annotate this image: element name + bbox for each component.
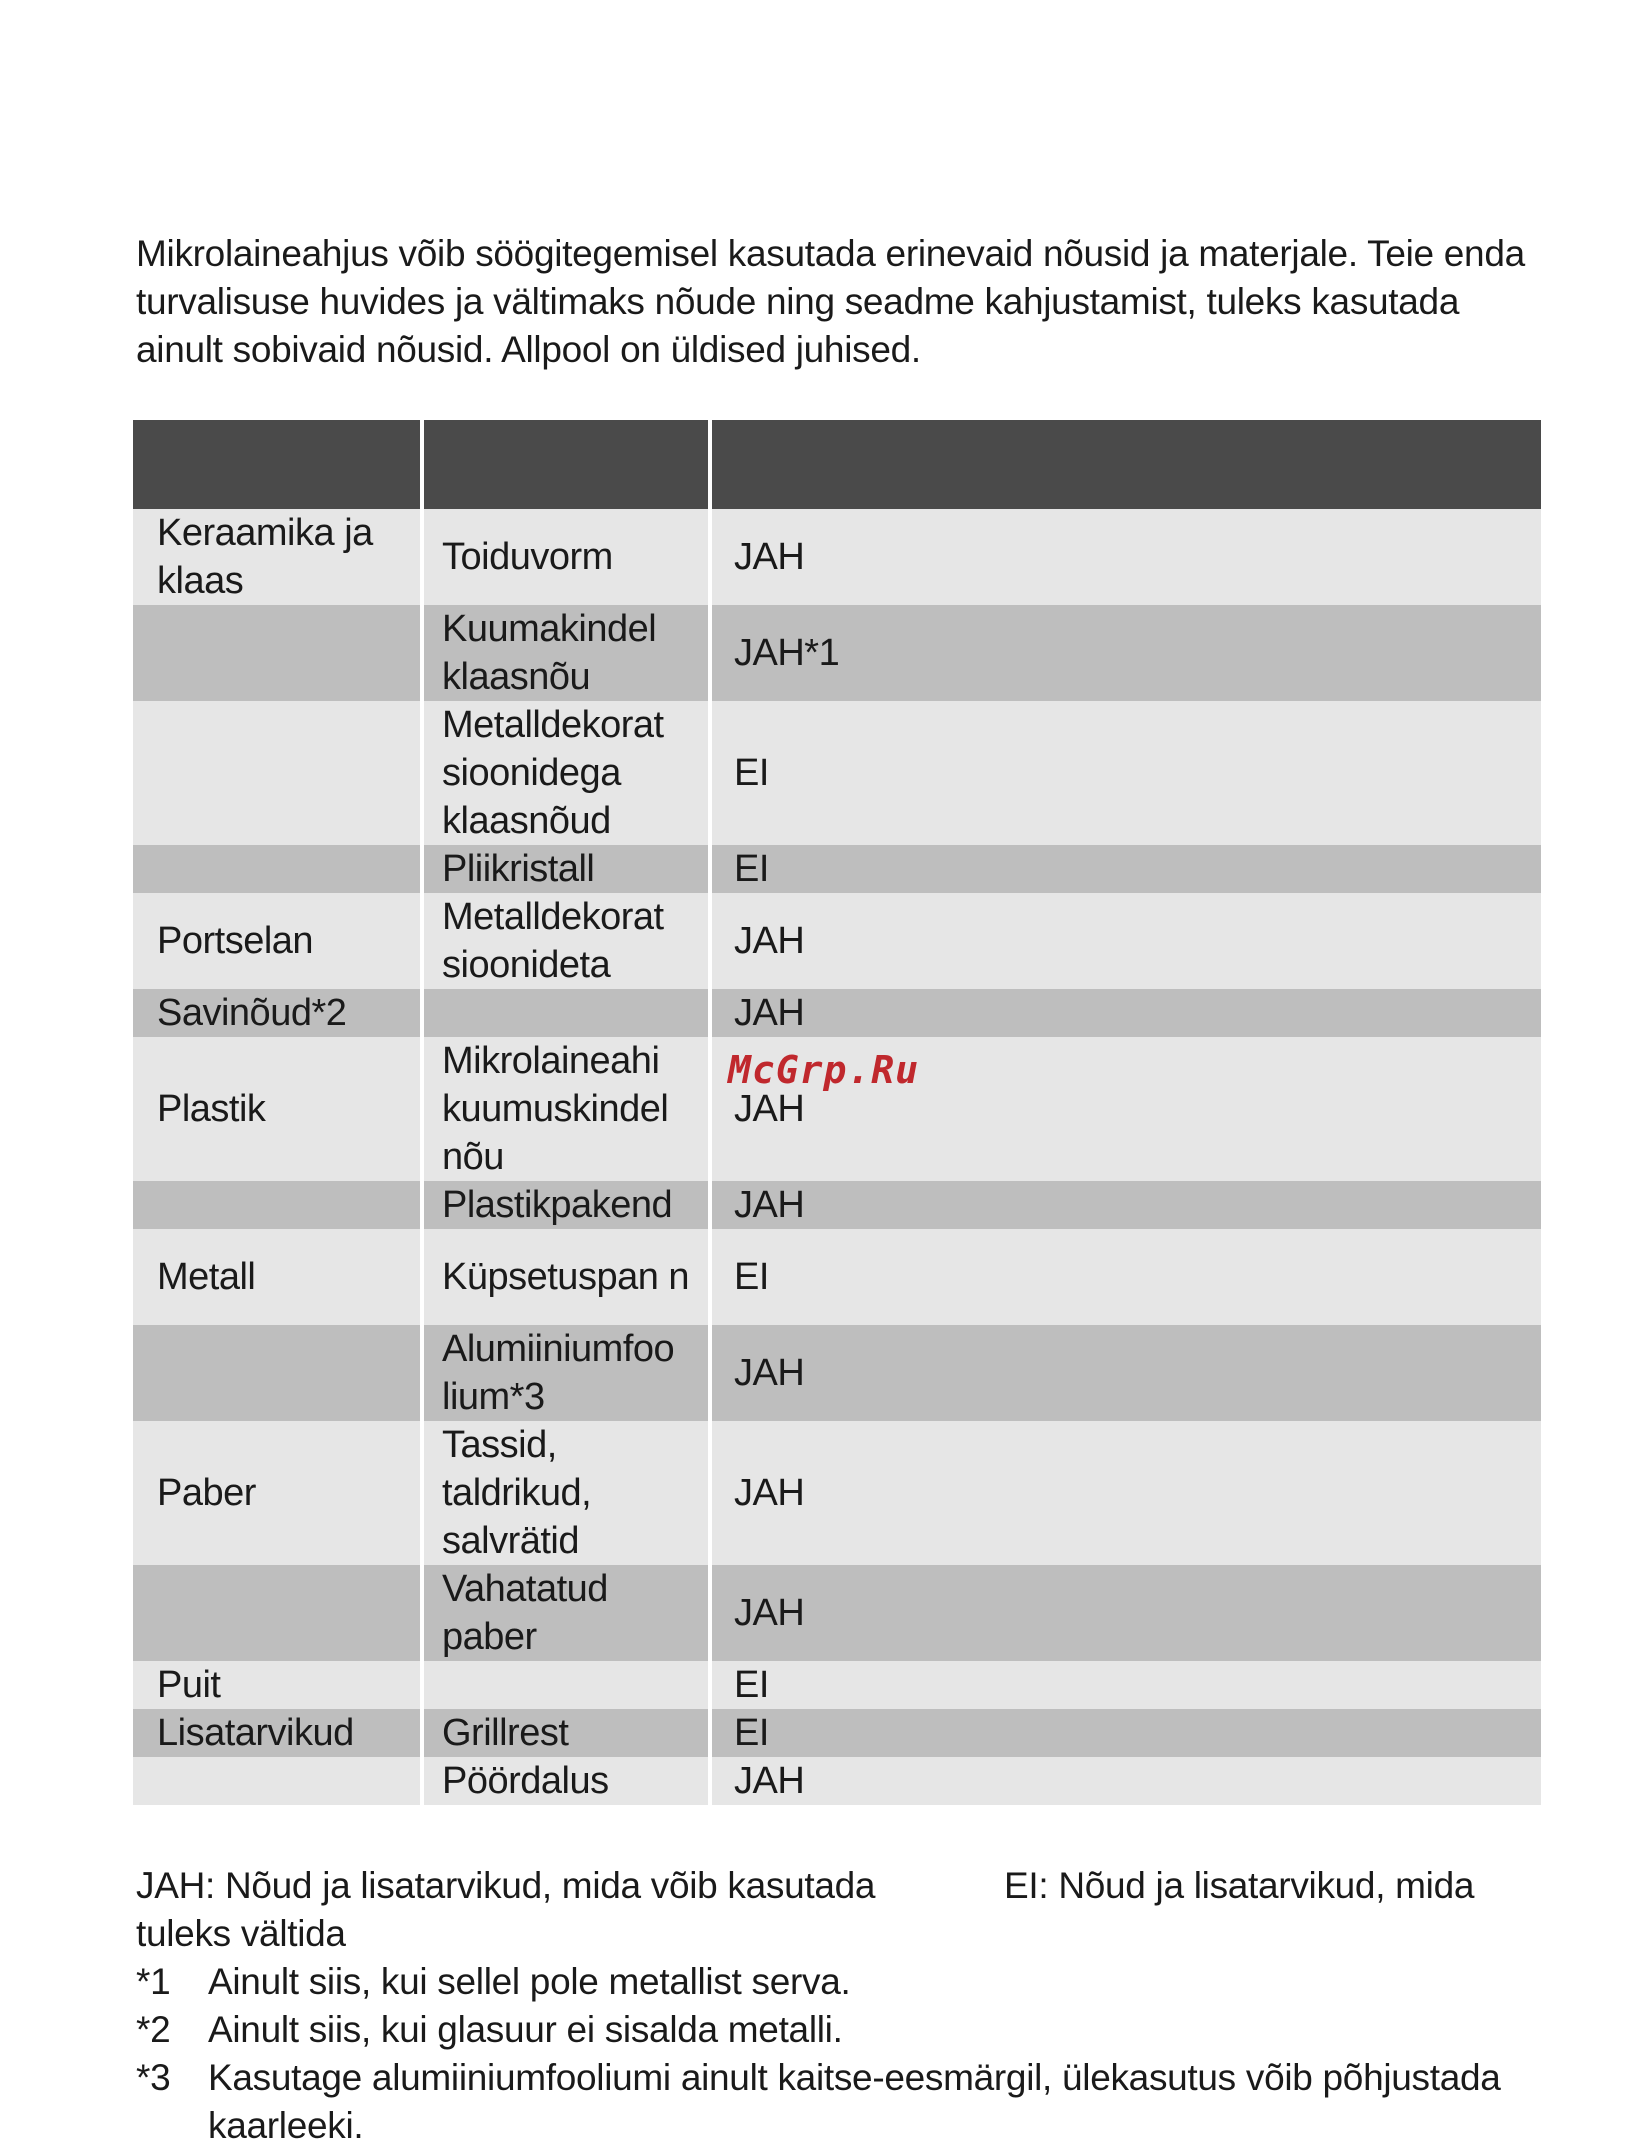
material-cell: Savinõud*2 <box>133 989 420 1037</box>
footnote <box>136 1958 1536 2006</box>
legend <box>136 1862 1536 2150</box>
suitability-cell: JAH <box>712 989 1541 1037</box>
item-cell: Alumiiniumfoo lium*3 <box>424 1325 708 1421</box>
footnote <box>136 2054 1536 2150</box>
material-cell: Paber <box>133 1421 420 1565</box>
table-row <box>133 1757 1541 1805</box>
material-cell <box>133 1181 420 1229</box>
suitability-cell: JAH <box>712 1037 1541 1181</box>
watermark: McGrp.Ru <box>728 1048 920 1092</box>
header-cell-material <box>133 420 420 509</box>
table-row <box>133 1661 1541 1709</box>
item-cell: Metalldekorat sioonidega klaasnõud <box>424 701 708 845</box>
suitability-cell: EI <box>712 1229 1541 1325</box>
item-cell: Tassid, taldrikud, salvrätid <box>424 1421 708 1565</box>
material-cell <box>133 1757 420 1805</box>
suitability-cell: EI <box>712 845 1541 893</box>
item-cell: Vahatatud paber <box>424 1565 708 1661</box>
suitability-cell: JAH <box>712 1565 1541 1661</box>
table-row <box>133 1709 1541 1757</box>
suitability-cell: JAH <box>712 1757 1541 1805</box>
suitability-cell: JAH <box>712 1421 1541 1565</box>
material-cell <box>133 701 420 845</box>
suitability-cell: JAH <box>712 1181 1541 1229</box>
suitability-cell: JAH <box>712 509 1541 605</box>
table-header <box>133 420 1541 509</box>
footnote-mark: *1 <box>136 1961 171 2002</box>
item-cell: Küpsetuspan n <box>424 1229 708 1325</box>
legend-ei: EI: Nõud ja lisatarvikud, mida <box>1004 1865 1475 1906</box>
item-cell: Pöördalus <box>424 1757 708 1805</box>
footnote-mark: *2 <box>136 2009 171 2050</box>
footnote-mark: *3 <box>136 2057 171 2098</box>
footnote-text: Kasutage alumiiniumfooliumi ainult kaitse-eesmärgil, ülekasutus võib põhjustada kaarleeki. <box>208 2057 1501 2146</box>
material-cell <box>133 1325 420 1421</box>
item-cell <box>424 1661 708 1709</box>
material-cell: Plastik <box>133 1037 420 1181</box>
header-cell-item <box>424 420 708 509</box>
item-cell: Mikrolaineahi kuumuskindel nõu <box>424 1037 708 1181</box>
item-cell: Plastikpakend <box>424 1181 708 1229</box>
suitability-cell: EI <box>712 1661 1541 1709</box>
item-cell: Metalldekorat sioonideta <box>424 893 708 989</box>
suitability-cell: EI <box>712 1709 1541 1757</box>
suitability-cell: JAH <box>712 893 1541 989</box>
intro-paragraph: Mikrolaineahjus võib söögitegemisel kasutada erinevaid nõusid ja materjale. Teie enda turvalisuse huvides ja vältimaks nõude ning seadme kahjustamist, tuleks kasutada ainult sobivaid nõusid. Allpool on üldised juhised. <box>136 233 1525 370</box>
header-cell-suitability <box>712 420 1541 509</box>
suitability-cell: JAH <box>712 1325 1541 1421</box>
item-cell: Pliikristall <box>424 845 708 893</box>
material-cell <box>133 845 420 893</box>
legend-line <box>136 1862 1536 1910</box>
table-row <box>133 1325 1541 1421</box>
item-cell <box>424 989 708 1037</box>
material-cell: Metall <box>133 1229 420 1325</box>
table-row <box>133 1565 1541 1661</box>
table-row <box>133 845 1541 893</box>
table-row <box>133 1229 1541 1325</box>
material-cell: Puit <box>133 1661 420 1709</box>
footnote-text: Ainult siis, kui glasuur ei sisalda metalli. <box>208 2009 843 2050</box>
table-row <box>133 701 1541 845</box>
table-row <box>133 509 1541 605</box>
table-row <box>133 1181 1541 1229</box>
suitability-cell: EI <box>712 701 1541 845</box>
material-cell: Keraamika ja klaas <box>133 509 420 605</box>
material-cell <box>133 1565 420 1661</box>
cookware-table <box>133 420 1541 1805</box>
item-cell: Grillrest <box>424 1709 708 1757</box>
footnote-text: Ainult siis, kui sellel pole metallist serva. <box>208 1961 851 2002</box>
material-cell: Portselan <box>133 893 420 989</box>
material-cell: Lisatarvikud <box>133 1709 420 1757</box>
table-row <box>133 893 1541 989</box>
table-row <box>133 605 1541 701</box>
legend-jah: JAH: Nõud ja lisatarvikud, mida võib kasutada <box>136 1865 876 1906</box>
item-cell: Kuumakindel klaasnõu <box>424 605 708 701</box>
table-row <box>133 1421 1541 1565</box>
footnote <box>136 2006 1536 2054</box>
legend-ei-continuation: tuleks vältida <box>136 1913 346 1954</box>
item-cell: Toiduvorm <box>424 509 708 605</box>
suitability-cell: JAH*1 <box>712 605 1541 701</box>
table-row <box>133 989 1541 1037</box>
material-cell <box>133 605 420 701</box>
